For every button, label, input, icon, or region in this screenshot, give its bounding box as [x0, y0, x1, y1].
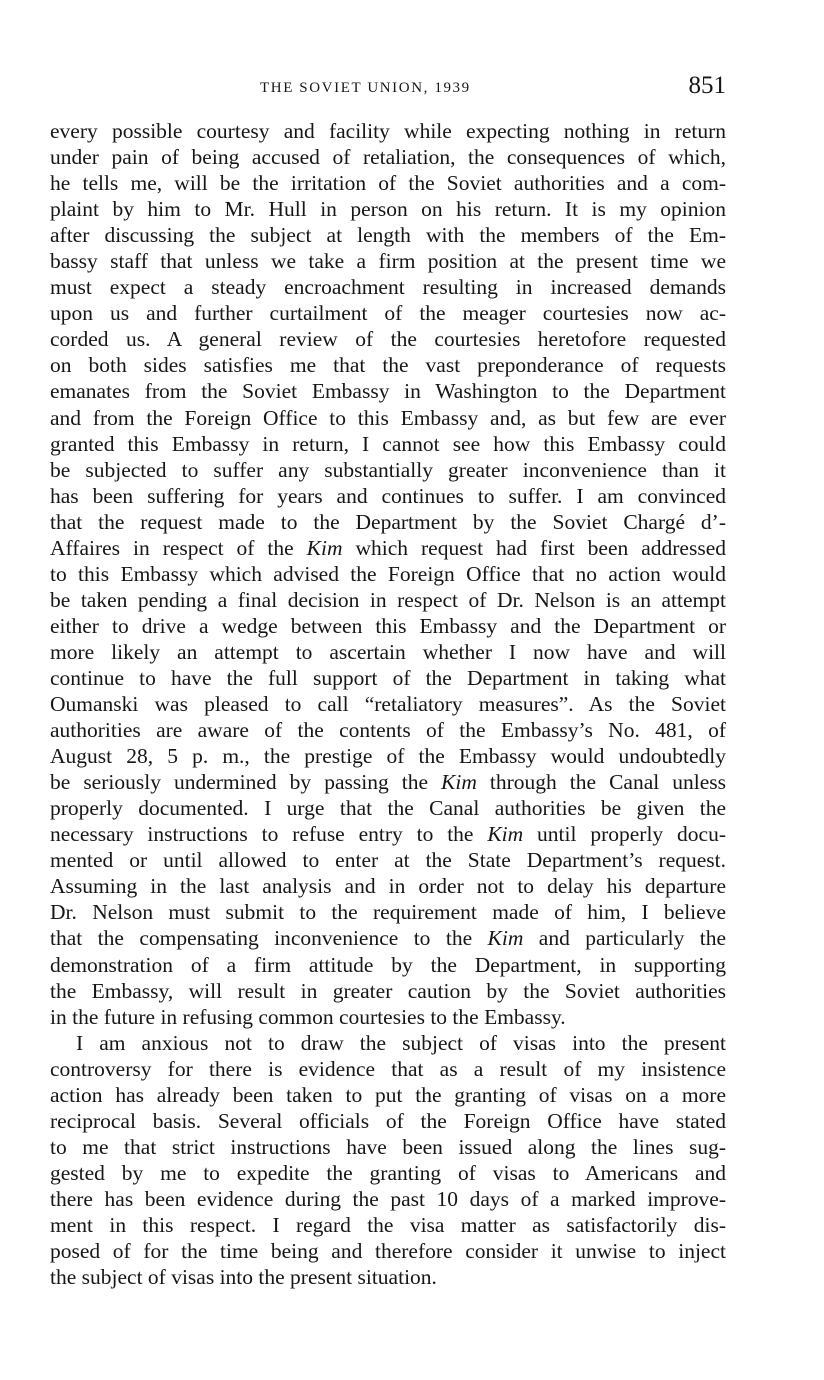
- text-segment: and particularly the: [523, 926, 726, 951]
- text-line: [50, 118, 726, 144]
- text-segment: there has been evidence during the past 10 days of a marked improve-: [50, 1186, 726, 1211]
- text-line: [50, 613, 726, 639]
- text-line: [50, 170, 726, 196]
- text-segment: must expect a steady encroachment resulting in increased demands: [50, 275, 726, 300]
- text-line: [50, 405, 726, 431]
- text-line: [50, 717, 726, 743]
- text-line: [50, 795, 726, 821]
- text-line: [50, 1082, 726, 1108]
- text-segment: be subjected to suffer any substantially greater inconvenience than it: [50, 457, 726, 482]
- text-segment: either to drive a wedge between this Embassy and the Department or: [50, 613, 726, 638]
- text-segment: after discussing the subject at length with the members of the Em-: [50, 223, 726, 248]
- text-segment: demonstration of a firm attitude by the Department, in supporting: [50, 952, 726, 977]
- text-segment: granted this Embassy in return, I cannot see how this Embassy could: [50, 431, 726, 456]
- text-segment: plaint by him to Mr. Hull in person on his return. It is my opinion: [50, 197, 726, 222]
- text-segment: Dr. Nelson must submit to the requirement made of him, I believe: [50, 900, 726, 925]
- text-line: [50, 483, 726, 509]
- text-segment: in the future in refusing common courtesies to the Embassy.: [50, 1004, 566, 1029]
- text-line: [50, 535, 726, 561]
- paragraph: [50, 118, 726, 1030]
- ship-name-italic: Kim: [306, 535, 343, 560]
- text-segment: that the compensating inconvenience to the: [50, 926, 488, 951]
- text-line: [50, 248, 726, 274]
- text-segment: Assuming in the last analysis and in order not to delay his departure: [50, 874, 726, 899]
- text-segment: controversy for there is evidence that as a result of my insistence: [50, 1056, 726, 1081]
- text-line: [50, 925, 726, 951]
- text-segment: be seriously undermined by passing the: [50, 770, 442, 795]
- text-line: [50, 1134, 726, 1160]
- text-line: [50, 1212, 726, 1238]
- text-line: [50, 873, 726, 899]
- text-line: [50, 300, 726, 326]
- text-line: [50, 978, 726, 1004]
- paragraph: [50, 1030, 726, 1290]
- text-line: [50, 509, 726, 535]
- text-line: [50, 587, 726, 613]
- text-line: [50, 743, 726, 769]
- text-segment: which request had first been addressed: [342, 535, 726, 560]
- text-segment: Oumanski was pleased to call “retaliatory measures”. As the Soviet: [50, 692, 726, 717]
- running-head: [50, 70, 726, 106]
- text-segment: August 28, 5 p. m., the prestige of the Embassy would undoubtedly: [50, 744, 726, 769]
- text-line: [50, 222, 726, 248]
- text-segment: more likely an attempt to ascertain whether I now have and will: [50, 639, 726, 664]
- text-line: [50, 1056, 726, 1082]
- text-segment: be taken pending a final decision in respect of Dr. Nelson is an attempt: [50, 587, 726, 612]
- text-line: [50, 1160, 726, 1186]
- text-line: [50, 847, 726, 873]
- text-line: [50, 196, 726, 222]
- text-segment: gested by me to expedite the granting of visas to Americans and: [50, 1160, 726, 1185]
- text-segment: every possible courtesy and facility while expecting nothing in return: [50, 119, 726, 143]
- text-line: [50, 899, 726, 925]
- text-segment: I am anxious not to draw the subject of visas into the present: [76, 1030, 726, 1055]
- text-line: [50, 691, 726, 717]
- text-line: [50, 457, 726, 483]
- text-line: [50, 769, 726, 795]
- text-line: [50, 378, 726, 404]
- text-line: [50, 352, 726, 378]
- text-segment: authorities are aware of the contents of the Embassy’s No. 481, of: [50, 718, 726, 743]
- text-segment: posed of for the time being and therefore consider it unwise to inject: [50, 1239, 726, 1264]
- text-segment: through the Canal unless: [476, 770, 726, 795]
- text-segment: the subject of visas into the present situation.: [50, 1265, 437, 1290]
- text-segment: properly documented. I urge that the Canal authorities be given the: [50, 796, 726, 821]
- body-text: [50, 118, 726, 1290]
- text-segment: Affaires in respect of the: [50, 535, 307, 560]
- ship-name-italic: Kim: [487, 822, 524, 847]
- text-segment: emanates from the Soviet Embassy in Washington to the Department: [50, 379, 726, 404]
- text-line: [50, 326, 726, 352]
- text-segment: continue to have the full support of the Department in taking what: [50, 665, 726, 690]
- text-line: [50, 144, 726, 170]
- text-segment: he tells me, will be the irritation of the Soviet authorities and a com-: [50, 171, 726, 196]
- text-line: [50, 1030, 726, 1056]
- text-line: [50, 561, 726, 587]
- text-segment: bassy staff that unless we take a firm position at the present time we: [50, 249, 726, 274]
- text-line: [50, 639, 726, 665]
- text-line: [50, 1186, 726, 1212]
- text-segment: and from the Foreign Office to this Embassy and, as but few are ever: [50, 405, 726, 430]
- text-segment: corded us. A general review of the courtesies heretofore requested: [50, 327, 726, 352]
- text-segment: to this Embassy which advised the Foreign Office that no action would: [50, 561, 726, 586]
- text-line: [50, 952, 726, 978]
- text-line: [50, 431, 726, 457]
- text-segment: necessary instructions to refuse entry to the: [50, 822, 488, 847]
- text-line: [50, 1004, 726, 1030]
- text-line: [50, 665, 726, 691]
- text-segment: ment in this respect. I regard the visa matter as satisfactorily dis-: [50, 1212, 726, 1237]
- text-segment: to me that strict instructions have been issued along the lines sug-: [50, 1134, 726, 1159]
- text-line: [50, 1108, 726, 1134]
- page-number: 851: [688, 72, 726, 99]
- text-segment: has been suffering for years and continues to suffer. I am convinced: [50, 483, 726, 508]
- text-segment: the Embassy, will result in greater caution by the Soviet authorities: [50, 978, 726, 1003]
- text-line: [50, 821, 726, 847]
- text-segment: upon us and further curtailment of the meager courtesies now ac-: [50, 301, 726, 326]
- text-segment: mented or until allowed to enter at the State Department’s request.: [50, 848, 726, 873]
- running-title: THE SOVIET UNION, 1939: [260, 80, 471, 96]
- text-segment: until properly docu-: [523, 822, 726, 847]
- text-segment: on both sides satisfies me that the vast preponderance of requests: [50, 353, 726, 378]
- text-segment: action has already been taken to put the granting of visas on a more: [50, 1082, 726, 1107]
- ship-name-italic: Kim: [487, 926, 524, 951]
- text-segment: that the request made to the Department by the Soviet Chargé d’-: [50, 509, 726, 534]
- text-line: [50, 274, 726, 300]
- text-segment: reciprocal basis. Several officials of the Foreign Office have stated: [50, 1108, 726, 1133]
- text-segment: under pain of being accused of retaliation, the consequences of which,: [50, 145, 726, 170]
- text-line: [50, 1238, 726, 1264]
- text-line: [50, 1264, 726, 1290]
- ship-name-italic: Kim: [441, 770, 477, 795]
